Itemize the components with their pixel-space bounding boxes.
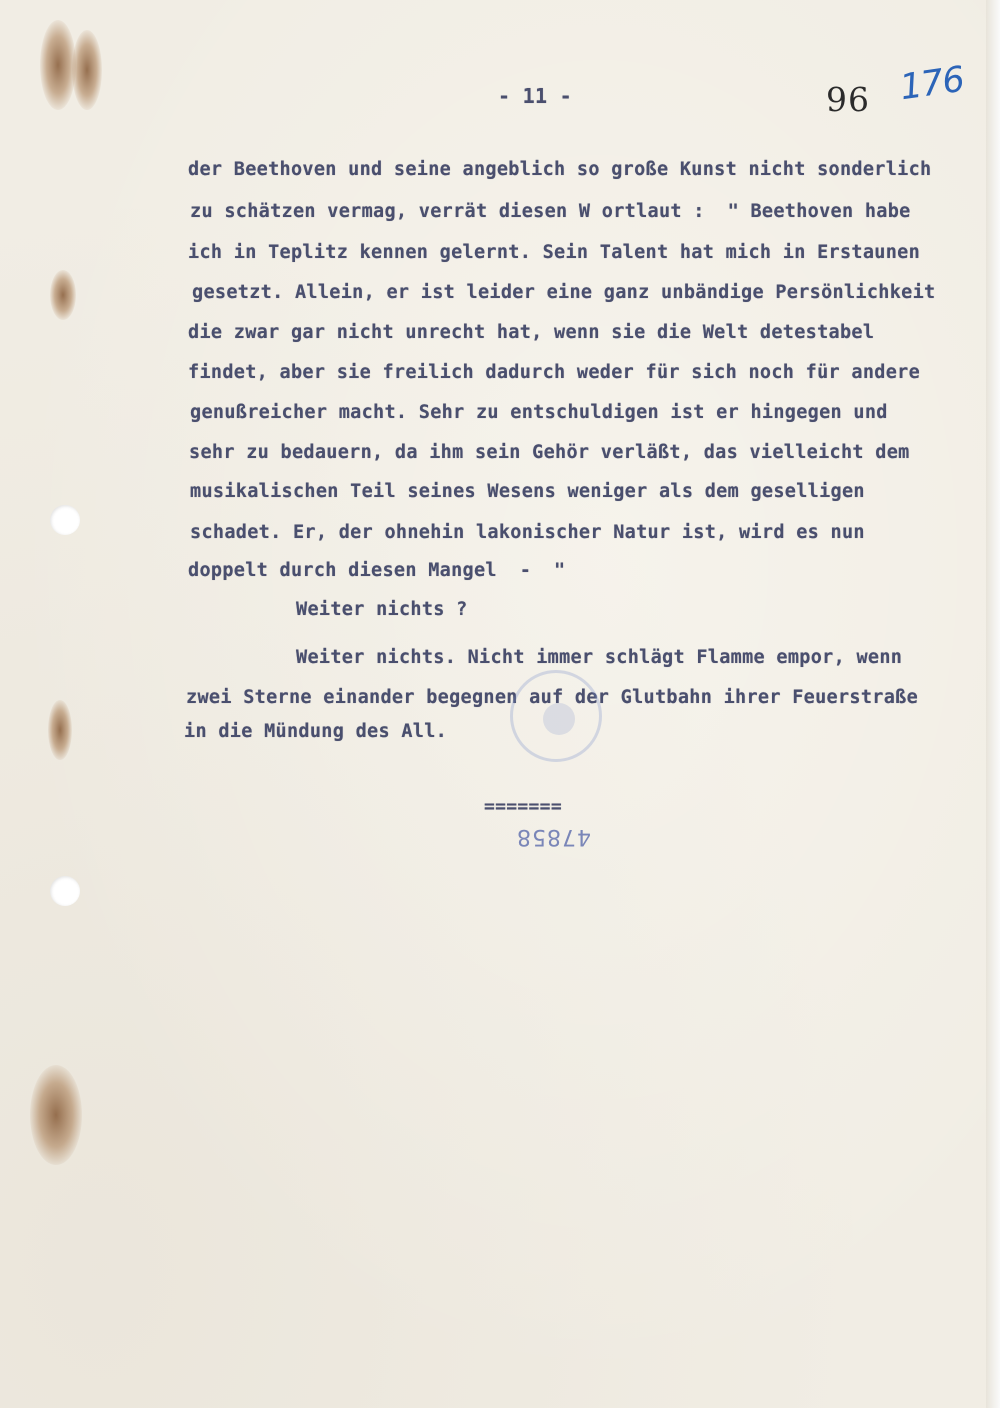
- text-line: zu schätzen vermag, verrät diesen W ortlaut : " Beethoven habe: [190, 201, 911, 222]
- archive-number: 96: [826, 80, 870, 119]
- page-number: - 11 -: [497, 84, 573, 108]
- text-line: gesetzt. Allein, er ist leider eine ganz unbändige Persönlichkeit: [192, 282, 936, 303]
- text-line: Weiter nichts ?: [296, 599, 468, 620]
- rust-stain-middle: [50, 270, 76, 320]
- rust-stain-lower: [48, 700, 72, 760]
- handwritten-page-number: 176: [897, 59, 967, 109]
- text-line: schadet. Er, der ohnehin lakonischer Natur ist, wird es nun: [190, 522, 865, 543]
- text-line: zwei Sterne einander begegnen auf der Glutbahn ihrer Feuerstraße: [186, 687, 919, 708]
- round-stamp: [510, 670, 602, 762]
- text-line: Weiter nichts. Nicht immer schlägt Flamme empor, wenn: [296, 647, 903, 668]
- text-line: ich in Teplitz kennen gelernt. Sein Talent hat mich in Erstaunen: [188, 242, 921, 263]
- text-line: der Beethoven und seine angeblich so große Kunst nicht sonderlich: [188, 159, 932, 180]
- rust-stain-top: [40, 20, 76, 110]
- rust-stain-bottom: [30, 1065, 82, 1165]
- punch-hole-upper: [50, 505, 80, 535]
- text-line: in die Mündung des All.: [184, 721, 448, 742]
- text-line: genußreicher macht. Sehr zu entschuldigen ist er hingegen und: [190, 402, 888, 423]
- rust-stain-top-2: [72, 30, 102, 110]
- text-line: musikalischen Teil seines Wesens weniger als dem geselligen: [190, 481, 865, 502]
- stamp-number: 47858: [516, 824, 591, 849]
- punch-hole-lower: [50, 876, 80, 906]
- round-stamp-center: [543, 703, 575, 735]
- text-line: die zwar gar nicht unrecht hat, wenn sie die Welt detestabel: [188, 322, 875, 343]
- scan-edge: [986, 0, 1000, 1408]
- divider: =======: [484, 796, 562, 817]
- text-line: findet, aber sie freilich dadurch weder für sich noch für andere: [188, 362, 921, 383]
- text-line: doppelt durch diesen Mangel - ": [188, 560, 566, 581]
- text-line: sehr zu bedauern, da ihm sein Gehör verläßt, das vielleicht dem: [189, 442, 910, 463]
